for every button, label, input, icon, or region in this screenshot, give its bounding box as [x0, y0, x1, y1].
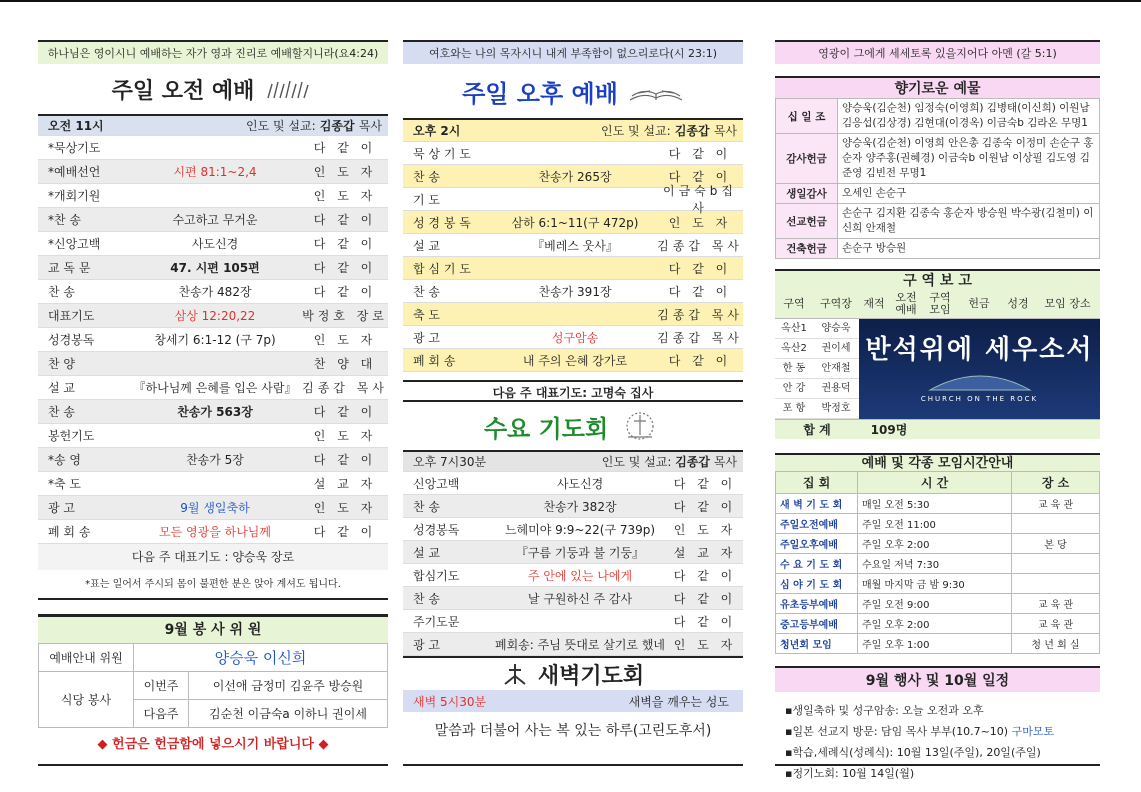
order-row [403, 257, 743, 280]
schedule-place: 청 년 회 실 [1012, 634, 1100, 654]
order-content: 수고하고 무거운 [172, 213, 258, 227]
order-content: 느헤미야 9:9~22(구 739p) [504, 522, 656, 537]
order-content: 날 구원하신 주 감사 [527, 591, 633, 606]
order-person: 다 같 이 [668, 284, 732, 299]
leader-title: 목사 [358, 119, 382, 133]
order-row [38, 400, 388, 424]
order-person: 다 같 이 [673, 614, 737, 629]
schedule-place [1012, 514, 1100, 534]
district-leader: 양승욱 [821, 323, 851, 334]
schedule-table [775, 471, 1100, 654]
schedule-event: 유초등부예배 [776, 594, 858, 614]
wed-leader-name: 김종갑 [675, 455, 710, 469]
usher-label: 예배안내 위원 [39, 644, 134, 672]
cross-church-icon [618, 409, 662, 443]
next-week-label: 다음주 [134, 700, 189, 728]
wednesday-title-block [403, 402, 743, 450]
order-person: 다 같 이 [313, 285, 377, 299]
morning-time: 오전 11시 [48, 119, 104, 133]
order-content: 사도신경 [191, 237, 239, 251]
schedule-row [776, 634, 1100, 654]
order-item: 합 심 기 도 [413, 261, 471, 276]
order-person: 인 도 자 [313, 189, 377, 203]
offer-row [776, 204, 1100, 239]
order-row [38, 184, 388, 208]
offer-names: 양승욱(김순천) 임정숙(이영희) 김병태(이신희) 이원남 김응섭(김상경) 김현대(이경옥) 이금숙b 김라온 무명1 [838, 99, 1100, 134]
schedule-row [776, 514, 1100, 534]
total-value: 109명 [870, 423, 908, 437]
district-header-cell: 헌금 [968, 296, 990, 310]
schedule-event: 청년회 모임 [776, 634, 858, 654]
order-content: 『구름 기둥과 불 기둥』 [515, 545, 645, 560]
leader-label: 인도 및 설교: [246, 119, 316, 133]
order-row [403, 610, 743, 633]
order-person: 인 도 자 [673, 637, 737, 652]
order-person: 다 같 이 [313, 261, 377, 275]
rock-banner [859, 319, 1100, 419]
footer-rule [403, 764, 743, 766]
schedule-time: 주일 오전 11:00 [858, 514, 1012, 534]
schedule-place [1012, 574, 1100, 594]
order-item: *축 도 [48, 477, 81, 491]
offer-table [775, 98, 1100, 259]
order-item: 폐 회 송 [48, 525, 91, 539]
dawn-time: 새벽 5시30분 [413, 694, 487, 709]
order-item: *묵상기도 [48, 141, 101, 155]
district-leader: 안재철 [821, 363, 851, 374]
wednesday-order-list [403, 472, 743, 656]
order-item: 주기도문 [413, 614, 460, 629]
order-person: 인 도 자 [673, 522, 737, 537]
usher-names: 양승욱 이신희 [134, 644, 388, 672]
order-row [403, 587, 743, 610]
events-list [775, 692, 1100, 792]
schedule-time: 주일 오후 1:00 [858, 634, 1012, 654]
column-info [775, 40, 1100, 792]
district-header-cell: 재적 [863, 296, 885, 310]
afternoon-time: 오후 2시 [413, 124, 461, 138]
order-person: 인 도 자 [313, 333, 377, 347]
order-row [403, 564, 743, 587]
praise-hands-icon [264, 78, 314, 100]
schedule-row [776, 614, 1100, 634]
next-week-names: 김순천 이금숙a 이하니 권이세 [189, 700, 388, 728]
order-content: 『하나님께 은혜를 입은 사람』 [133, 381, 297, 395]
order-person: 설 교 자 [313, 477, 377, 491]
order-item: *찬 송 [48, 213, 81, 227]
footer-rule [775, 764, 1100, 766]
morning-time-row [38, 114, 388, 136]
order-item: 광 고 [413, 637, 440, 652]
wed-leader-label: 인도 및 설교: [601, 455, 672, 469]
offer-title: 향기로운 예물 [775, 76, 1100, 98]
order-item: 기 도 [413, 192, 440, 207]
schedule-header: 장 소 [1012, 472, 1100, 494]
offer-row [776, 99, 1100, 134]
schedule-header: 시 간 [858, 472, 1012, 494]
order-person: 다 같 이 [673, 568, 737, 583]
order-person: 다 같 이 [313, 213, 377, 227]
district-title: 구 역 보 고 [775, 269, 1100, 289]
order-person: 다 같 이 [668, 146, 732, 161]
district-body [775, 319, 1100, 419]
order-person: 인 도 자 [313, 501, 377, 515]
order-item: 신앙고백 [413, 476, 460, 491]
schedule-event: 중고등부예배 [776, 614, 858, 634]
order-person: 다 같 이 [668, 353, 732, 368]
order-content: 찬송가 563장 [177, 405, 253, 419]
event-item: ▪정기노회: 10월 14일(월) [785, 767, 915, 780]
event-item: ▪생일축하 및 성구암송: 오늘 오전과 오후 [785, 704, 984, 717]
order-item: 교 독 문 [48, 261, 91, 275]
wed-time: 오후 7시30분 [413, 455, 487, 469]
offer-names: 양승욱(김순천) 이영희 안은총 김종숙 이정미 손순구 홍순자 양주홍(권혜경) 이금숙b 이원남 이상필 김도영 김준영 김빈전 무명1 [838, 134, 1100, 184]
order-item: *개회기원 [48, 189, 101, 203]
leader-name: 김종갑 [319, 119, 355, 133]
district-header [775, 289, 1100, 319]
district-header-cell: 모임 장소 [1044, 296, 1091, 310]
order-item: 찬 송 [413, 284, 440, 299]
this-week-names: 이선애 금정미 김윤주 방승원 [189, 672, 388, 700]
district-list [775, 319, 859, 419]
order-row [38, 376, 388, 400]
order-row [403, 518, 743, 541]
event-item: ▪학습,세례식(성례식): 10월 13일(주일), 20일(주일) [785, 746, 1041, 759]
order-content: 사도신경 [556, 476, 604, 491]
order-item: 광 고 [413, 330, 440, 345]
schedule-row [776, 554, 1100, 574]
district-header-cell: 구역 [783, 296, 805, 310]
order-item: 찬 양 [48, 357, 75, 371]
order-item: 폐 회 송 [413, 353, 456, 368]
motto: 말씀과 더불어 사는 복 있는 하루(고린도후서) [434, 723, 712, 739]
district-row [775, 379, 859, 399]
verse-banner-3: 영광이 그에게 세세토록 있을지어다 아멘 (갈 5:1) [775, 40, 1100, 64]
order-row [38, 208, 388, 232]
schedule-event: 심 야 기 도 회 [776, 574, 858, 594]
district-header-cell: 구역 모임 [929, 290, 951, 316]
schedule-place: 교 육 관 [1012, 594, 1100, 614]
order-item: 대표기도 [48, 309, 95, 323]
district-leader: 권용덕 [821, 383, 851, 394]
order-item: 봉헌기도 [48, 429, 95, 443]
order-item: 광 고 [48, 501, 75, 515]
order-row [403, 303, 743, 326]
schedule-title: 예배 및 각종 모임시간안내 [775, 453, 1100, 471]
district-leader: 박정호 [821, 403, 851, 414]
column-afternoon [403, 40, 743, 750]
events-title: 9월 행사 및 10월 일정 [775, 666, 1100, 692]
order-row [38, 304, 388, 328]
offer-label: 건축헌금 [776, 239, 838, 259]
order-item: 묵 상 기 도 [413, 146, 471, 161]
order-item: *예배선언 [48, 165, 101, 179]
schedule-time: 수요일 저녁 7:30 [858, 554, 1012, 574]
order-person: 다 같 이 [673, 499, 737, 514]
total-label: 합 계 [803, 423, 831, 437]
wed-time-row [403, 450, 743, 472]
afternoon-title: 주일 오후 예배 [462, 79, 618, 108]
offer-label: 선교헌금 [776, 204, 838, 239]
kitchen-label: 식당 봉사 [39, 672, 134, 728]
schedule-event: 새 벽 기 도 회 [776, 494, 858, 514]
afternoon-title-block [403, 64, 743, 118]
offering-note: ◆ 헌금은 헌금함에 넣으시기 바랍니다 ◆ [97, 737, 329, 752]
dawn-title-block [403, 656, 743, 690]
order-item: 찬 송 [413, 499, 440, 514]
afternoon-order-list [403, 142, 743, 372]
schedule-time: 주일 오전 9:00 [858, 594, 1012, 614]
schedule-row [776, 574, 1100, 594]
order-item: 찬 송 [48, 405, 75, 419]
schedule-time: 매일 오전 5:30 [858, 494, 1012, 514]
order-person: 다 같 이 [313, 237, 377, 251]
schedule-header: 집 회 [776, 472, 858, 494]
order-item: 찬 송 [48, 285, 75, 299]
order-content: 9월 생일축하 [180, 501, 250, 515]
order-person: 다 같 이 [673, 591, 737, 606]
order-item: 설 교 [413, 545, 440, 560]
order-row [38, 328, 388, 352]
order-person: 다 같 이 [313, 141, 377, 155]
district-leader: 권이세 [821, 343, 851, 354]
order-row [38, 352, 388, 376]
dawn-title: 새벽기도회 [537, 663, 645, 689]
event-extra: 구마모토 [1011, 725, 1055, 738]
schedule-place: 교 육 관 [1012, 614, 1100, 634]
dawn-row [403, 690, 743, 712]
service-table [38, 643, 388, 728]
district-header-cell: 오전 예배 [895, 290, 917, 316]
order-row [38, 280, 388, 304]
order-row [403, 633, 743, 656]
order-row [403, 184, 743, 215]
column-morning [38, 40, 388, 762]
order-row [403, 234, 743, 257]
order-item: 성 경 봉 독 [413, 215, 471, 230]
order-item: 설 교 [48, 381, 75, 395]
district-name: 포 항 [782, 403, 806, 414]
leader-label-2: 인도 및 설교: [601, 124, 671, 138]
district-header-cell: 성경 [1007, 296, 1029, 310]
offer-names: 손순구 김지환 김종숙 홍순자 방승원 박수광(김철미) 이신희 안재철 [838, 204, 1100, 239]
morning-title: 주일 오전 예배 [111, 78, 255, 104]
order-row [38, 232, 388, 256]
order-content: 찬송가 265장 [538, 169, 612, 184]
order-content: 삼하 6:1~11(구 472p) [511, 215, 639, 230]
order-person: 찬 양 대 [313, 357, 377, 371]
district-row [775, 359, 859, 379]
order-item: *송 영 [48, 453, 81, 467]
order-person: 다 같 이 [313, 525, 377, 539]
leader-title-2: 목사 [713, 124, 737, 138]
order-row [38, 424, 388, 448]
verse-banner-2: 여호와는 나의 목자시니 내게 부족함이 없으리로다(시 23:1) [403, 40, 743, 64]
morning-title-block [38, 64, 388, 114]
order-row [403, 472, 743, 495]
offer-row [776, 239, 1100, 259]
order-content: 창세기 6:1-12 (구 7p) [154, 333, 276, 347]
order-person: 다 같 이 [668, 169, 732, 184]
afternoon-time-row [403, 118, 743, 142]
schedule-place [1012, 554, 1100, 574]
schedule-event: 주일오전예배 [776, 514, 858, 534]
order-content: 찬송가 5장 [186, 453, 244, 467]
schedule-row [776, 594, 1100, 614]
offer-names: 손순구 방승원 [838, 239, 1100, 259]
order-content: 찬송가 482장 [178, 285, 252, 299]
district-name: 옥산1 [781, 323, 807, 334]
order-row [38, 520, 388, 544]
district-name: 안 강 [782, 383, 806, 394]
order-person: 김종갑 목사 [657, 307, 743, 322]
service-title: 9월 봉 사 위 원 [38, 617, 388, 643]
district-name: 옥산2 [781, 343, 807, 354]
order-person: 인 도 자 [668, 215, 732, 230]
footer-rule [38, 764, 388, 766]
order-row [403, 211, 743, 234]
order-person: 인 도 자 [313, 429, 377, 443]
offer-label: 생일감사 [776, 184, 838, 204]
order-item: 합심기도 [413, 568, 460, 583]
order-person: 설 교 자 [673, 545, 737, 560]
offer-label: 감사헌금 [776, 134, 838, 184]
offer-label: 십 일 조 [776, 99, 838, 134]
offer-row [776, 134, 1100, 184]
morning-order-list [38, 136, 388, 544]
order-person: 인 도 자 [313, 165, 377, 179]
top-rule [0, 0, 1141, 2]
schedule-time: 매월 마지막 금 밤 9:30 [858, 574, 1012, 594]
district-total [775, 419, 1100, 439]
order-row [38, 496, 388, 520]
order-row [403, 280, 743, 303]
order-row [38, 448, 388, 472]
district-header-cell: 구역장 [820, 296, 852, 310]
order-row [403, 349, 743, 372]
order-row [403, 142, 743, 165]
district-row [775, 339, 859, 359]
schedule-event: 수 요 기 도 회 [776, 554, 858, 574]
this-week-label: 이번주 [134, 672, 189, 700]
order-row [403, 541, 743, 564]
district-name: 한 동 [782, 363, 806, 374]
order-item: 찬 송 [413, 169, 440, 184]
district-row [775, 319, 859, 339]
order-person: 다 같 이 [673, 476, 737, 491]
next-prayer: 다음 주 대표기도 : 양승욱 장로 [38, 544, 388, 570]
order-item: 설 교 [413, 238, 440, 253]
order-row [38, 472, 388, 496]
church-rock-icon [920, 368, 1040, 392]
dawn-text: 새벽을 깨우는 성도 [628, 694, 729, 709]
order-content: 시편 81:1~2,4 [173, 165, 257, 179]
schedule-time: 주일 오후 2:00 [858, 614, 1012, 634]
banner-sub: CHURCH ON THE ROCK [920, 395, 1039, 403]
verse-banner: 하나님은 영이시니 예배하는 자가 영과 진리로 예배할지니라(요4:24) [38, 40, 388, 64]
schedule-row [776, 534, 1100, 554]
order-item: 찬 송 [413, 591, 440, 606]
order-content: 내 주의 은혜 강가로 [522, 353, 628, 368]
order-item: *신앙고백 [48, 237, 101, 251]
order-person: 김종갑 목사 [302, 381, 388, 395]
order-row [38, 256, 388, 280]
schedule-event: 주일오후예배 [776, 534, 858, 554]
schedule-place: 교 육 관 [1012, 494, 1100, 514]
offer-names: 오세인 손순구 [838, 184, 1100, 204]
order-item: 성경봉독 [48, 333, 95, 347]
standing-note: *표는 일어서 주시되 몸이 불편한 분은 앉아 계셔도 됩니다. [38, 570, 388, 600]
order-row [38, 136, 388, 160]
order-person: 다 같 이 [668, 261, 732, 276]
leader-name-2: 김종갑 [674, 124, 710, 138]
order-item: 성경봉독 [413, 522, 460, 537]
order-person: 김종갑 목사 [657, 330, 743, 345]
bible-icon [628, 78, 684, 104]
order-content: 찬송가 391장 [538, 284, 612, 299]
wed-leader-title: 목사 [713, 455, 737, 469]
order-person: 김종갑 목사 [657, 238, 743, 253]
order-content: 모든 영광을 하나님께 [159, 525, 271, 539]
order-person: 다 같 이 [313, 405, 377, 419]
order-person: 이금숙b집사 [663, 184, 737, 215]
banner-text: 반석위에 세우소서 [865, 335, 1094, 365]
order-person: 박정호 장로 [302, 309, 388, 323]
schedule-time: 주일 오후 2:00 [858, 534, 1012, 554]
order-content: 『베레스 웃사』 [532, 238, 618, 253]
schedule-place: 본 당 [1012, 534, 1100, 554]
order-row [403, 326, 743, 349]
order-content: 주 안에 있는 나에게 [527, 568, 633, 583]
order-content: 폐회송: 주님 뜻대로 살기로 했네 [495, 637, 665, 652]
order-row [38, 160, 388, 184]
order-person: 다 같 이 [313, 453, 377, 467]
order-content: 47. 시편 105편 [170, 261, 260, 275]
order-content: 삼상 12:20,22 [174, 309, 256, 323]
wednesday-title: 수요 기도회 [483, 414, 609, 443]
schedule-row [776, 494, 1100, 514]
order-content: 성구암송 [551, 330, 599, 345]
cross-icon [502, 662, 528, 686]
offer-row [776, 184, 1100, 204]
order-row [403, 495, 743, 518]
order-content: 찬송가 382장 [543, 499, 617, 514]
district-row [775, 399, 859, 419]
next-prayer-2: 다음 주 대표기도: 고명숙 집사 [403, 380, 743, 402]
order-item: 축 도 [413, 307, 440, 322]
event-item: ▪일본 선교지 방문: 담임 목사 부부(10.7~10) 구마모토 [785, 725, 1055, 738]
